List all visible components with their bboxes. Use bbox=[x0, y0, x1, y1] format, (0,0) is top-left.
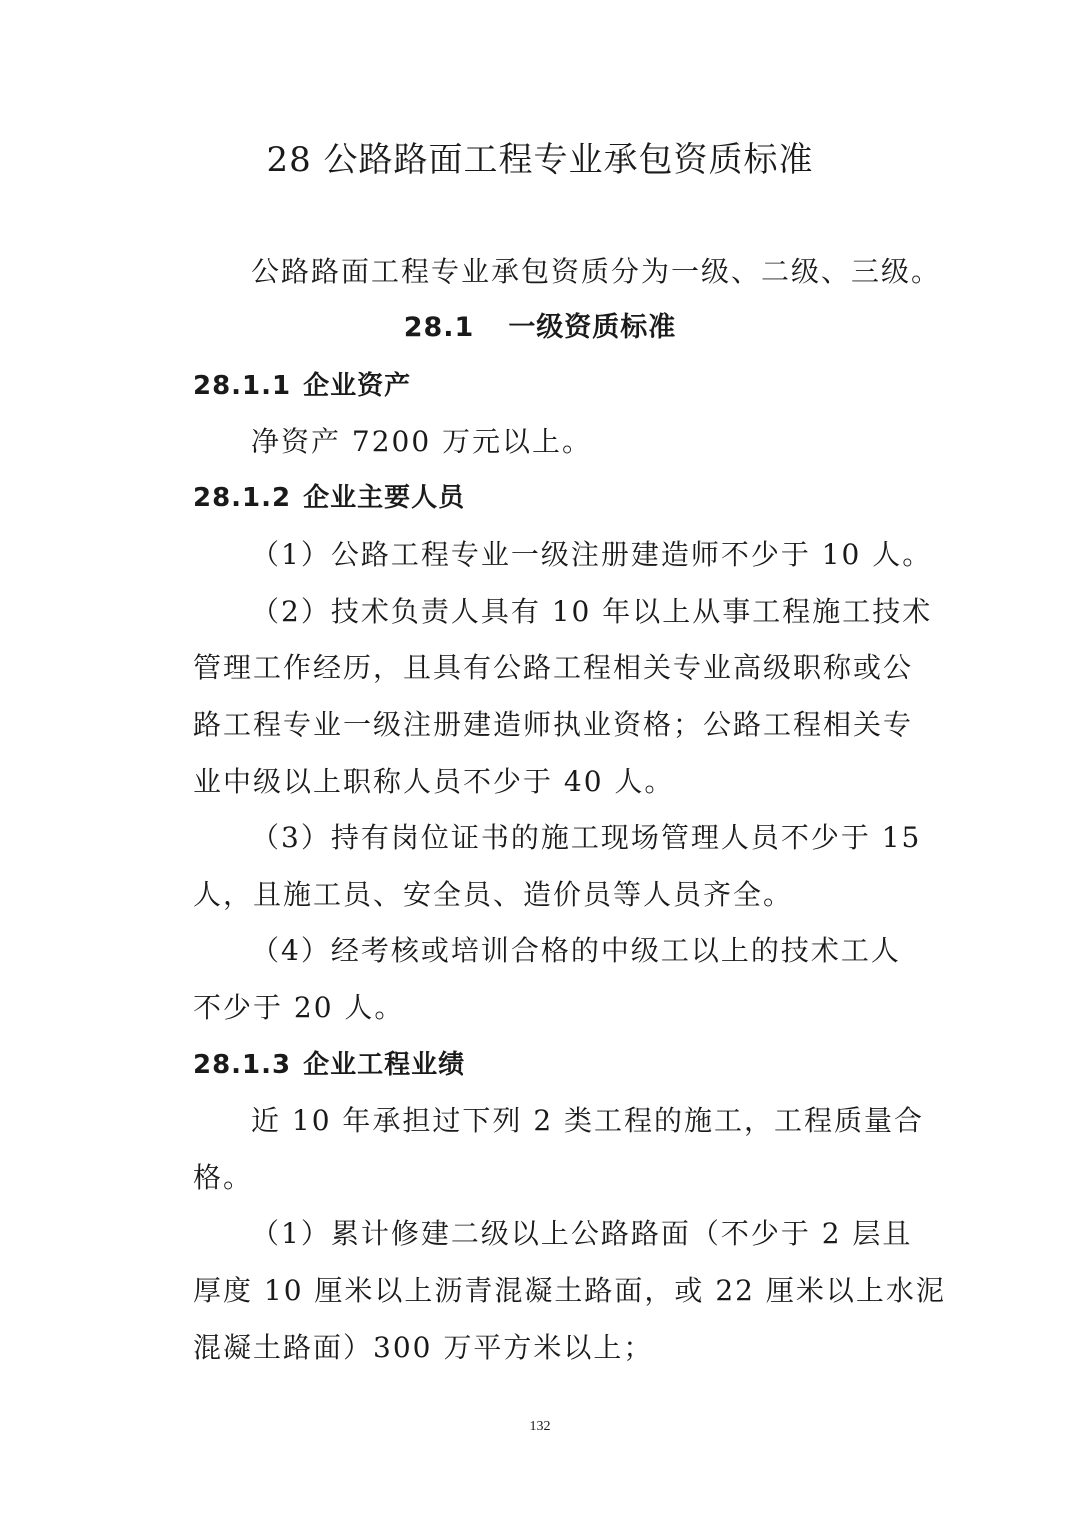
subsection-number: 28.1.2 bbox=[193, 483, 292, 513]
subsection-number: 28.1.1 bbox=[193, 371, 292, 401]
personnel-item-2: （2）技术负责人具有 10 年以上从事工程施工技术 bbox=[251, 595, 933, 628]
subsection-label: 企业资产 bbox=[303, 371, 412, 401]
section-heading-28-1 bbox=[0, 308, 1080, 348]
personnel-item-4: （4）经考核或培训合格的中级工以上的技术工人 bbox=[251, 934, 901, 967]
performance-text: 近 10 年承担过下列 2 类工程的施工，工程质量合 bbox=[251, 1104, 925, 1137]
personnel-item-4-cont: 不少于 20 人。 bbox=[193, 991, 405, 1024]
performance-item-1-cont: 厚度 10 厘米以上沥青混凝土路面，或 22 厘米以上水泥 bbox=[193, 1274, 946, 1307]
intro-paragraph: 公路路面工程专业承包资质分为一级、二级、三级。 bbox=[251, 255, 942, 288]
performance-item-1: （1）累计修建二级以上公路路面（不少于 2 层且 bbox=[251, 1217, 913, 1250]
net-assets-text: 净资产 7200 万元以上。 bbox=[251, 425, 593, 458]
performance-item-1-cont: 混凝土路面）300 万平方米以上； bbox=[193, 1331, 654, 1364]
subsection-heading-28-1-1 bbox=[193, 366, 411, 406]
personnel-item-3-cont: 人，且施工员、安全员、造价员等人员齐全。 bbox=[193, 878, 794, 911]
personnel-item-3: （3）持有岗位证书的施工现场管理人员不少于 15 bbox=[251, 821, 922, 854]
subsection-label: 企业工程业绩 bbox=[303, 1050, 466, 1080]
page-number: 132 bbox=[529, 1419, 551, 1434]
personnel-item-2-cont: 业中级以上职称人员不少于 40 人。 bbox=[193, 765, 675, 798]
performance-text-cont: 格。 bbox=[193, 1161, 254, 1194]
personnel-item-2-cont: 路工程专业一级注册建造师执业资格；公路工程相关专 bbox=[193, 708, 914, 741]
personnel-item-1: （1）公路工程专业一级注册建造师不少于 10 人。 bbox=[251, 538, 933, 571]
subsection-heading-28-1-3 bbox=[193, 1045, 465, 1085]
subsection-heading-28-1-2 bbox=[193, 478, 465, 518]
section-label: 一级资质标准 bbox=[508, 312, 677, 343]
personnel-item-2-cont: 管理工作经历，且具有公路工程相关专业高级职称或公 bbox=[193, 651, 914, 684]
subsection-number: 28.1.3 bbox=[193, 1050, 292, 1080]
section-number: 28.1 bbox=[403, 312, 475, 343]
page-title: 28 公路路面工程专业承包资质标准 bbox=[266, 140, 814, 180]
subsection-label: 企业主要人员 bbox=[303, 483, 466, 513]
